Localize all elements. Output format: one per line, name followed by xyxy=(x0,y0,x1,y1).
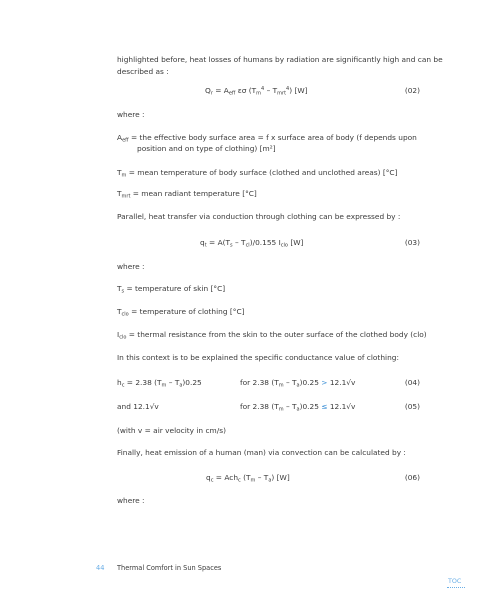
intro-line-2: described as : xyxy=(117,67,169,76)
definition-tm-text: = mean temperature of body surface (clothed and unclothed areas) [°C] xyxy=(128,168,398,177)
parallel-paragraph: Parallel, heat transfer via conduction through clothing can be expressed by : xyxy=(117,212,401,221)
toc-underline xyxy=(447,587,465,588)
equation-number-06: (06) xyxy=(404,473,420,482)
definition-tclo-text: = temperature of clothing [°C] xyxy=(131,307,245,316)
equation-number-05: (05) xyxy=(404,402,420,411)
definition-ts-text: = temperature of skin [°C] xyxy=(126,284,226,293)
footer-title: Thermal Comfort in Sun Spaces xyxy=(117,564,222,572)
equation-04-left: $h_c = 2.38$ $(T_m - T_a)0.25$ xyxy=(117,378,202,389)
intro-line-1: highlighted before, heat losses of humans by radiation are significantly high and can be xyxy=(117,55,443,64)
where-label-1: where : xyxy=(117,110,145,119)
equation-06: $q_c = Ach_c$ $(T_m - T_a)$ [W] xyxy=(206,473,290,484)
definition-tm: $T_m$ = mean temperature of body surface (clothed and unclothed areas) [°C] xyxy=(117,168,398,179)
equation-03: $q_t = A(T_s - T_{cl})/0.155$ $I_{clo}$ [W] xyxy=(200,238,304,249)
definition-aeff-text: = the effective body surface area = f x surface area of body (f depends upon xyxy=(130,133,417,142)
equation-number-02: (02) xyxy=(404,86,420,95)
definition-tmrt-text: = mean radiant temperature [°C] xyxy=(132,189,257,198)
definition-ts: $T_s$ = temperature of skin [°C] xyxy=(117,284,226,295)
equation-04-condition: for 2.38 $(T_m - T_a)0.25 > 12.1√v$ xyxy=(240,378,356,389)
definition-iclo-text: = thermal resistance from the skin to the outer surface of the clothed body (clo) xyxy=(128,330,427,339)
page-number: 44 xyxy=(96,564,105,572)
where-label-2: where : xyxy=(117,262,145,271)
equation-number-04: (04) xyxy=(404,378,420,387)
definition-tclo: $T_{clo}$ = temperature of clothing [°C] xyxy=(117,307,245,318)
finally-paragraph: Finally, heat emission of a human (man) via convection can be calculated by : xyxy=(117,448,406,457)
definition-aeff-continued: position and on type of clothing) [m²] xyxy=(137,144,276,153)
where-label-3: where : xyxy=(117,496,145,505)
equation-05-condition: for 2.38 $(T_m - T_a)0.25 \le 12.1√v$ xyxy=(240,402,356,413)
equation-02: $Q_r = A_{eff}$ εσ $(T_m^4 - T_{mrt}^4)$ [W] xyxy=(205,86,308,97)
definition-tmrt: $T_{mrt}$ = mean radiant temperature [°C] xyxy=(117,189,257,200)
equation-05-left: and 12.1√v xyxy=(117,402,159,411)
velocity-note: (with v = air velocity in cm/s) xyxy=(117,426,226,435)
toc-link[interactable]: TOC xyxy=(448,577,462,585)
equation-number-03: (03) xyxy=(404,238,420,247)
definition-iclo: $I_{clo}$ = thermal resistance from the skin to the outer surface of the clothed body (clo) xyxy=(117,330,427,341)
definition-aeff: $A_{eff}$ = the effective body surface area = f x surface area of body (f depends upon xyxy=(117,133,417,144)
context-paragraph: In this context is to be explained the specific conductance value of clothing: xyxy=(117,353,399,362)
